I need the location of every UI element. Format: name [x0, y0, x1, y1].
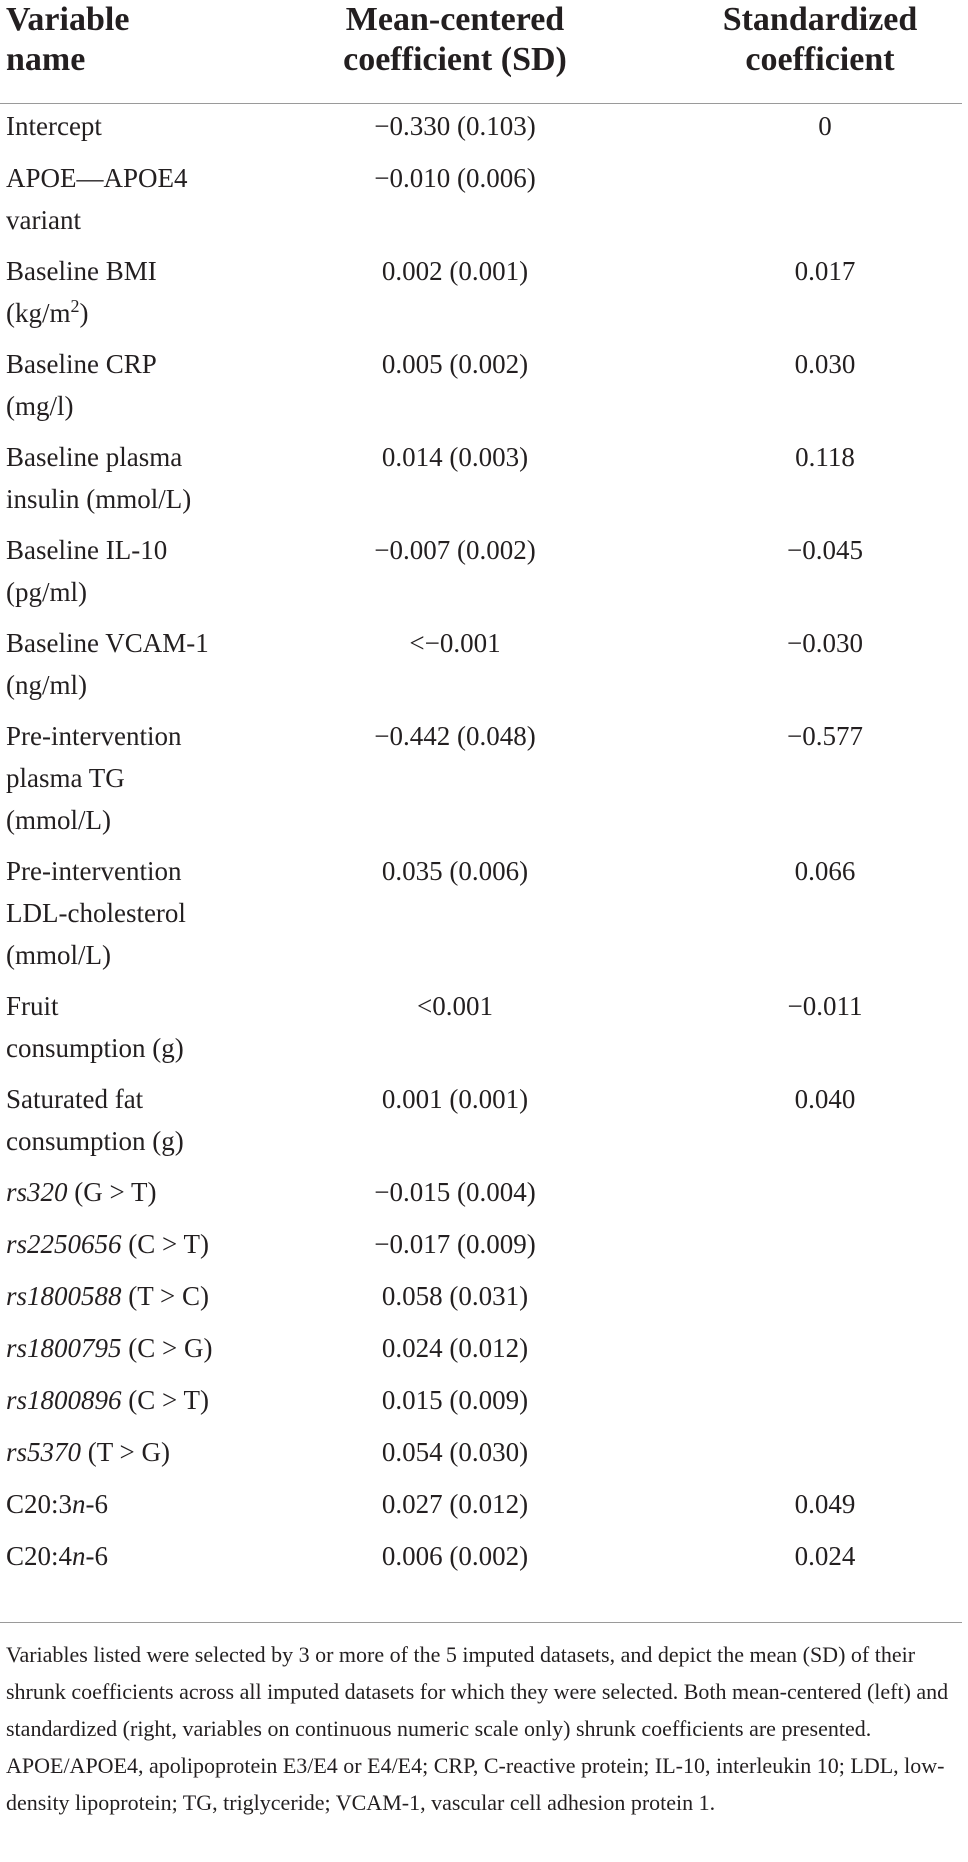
variable-name-cell: Pre-intervention plasma TG (mmol/L) — [6, 721, 182, 835]
variable-name-cell: rs5370 (T > G) — [6, 1437, 170, 1467]
mean-centered-cell: −0.330 (0.103) — [374, 111, 536, 141]
variable-name-cell: rs1800588 (T > C) — [6, 1281, 209, 1311]
mean-centered-cell: −0.007 (0.002) — [374, 535, 536, 565]
header-mean-centered: Mean-centered coefficient (SD) — [343, 1, 567, 78]
mean-centered-cell: −0.015 (0.004) — [374, 1177, 536, 1207]
variable-name-cell: Fruit consumption (g) — [6, 991, 184, 1063]
variable-name-cell: rs1800795 (C > G) — [6, 1333, 213, 1363]
standardized-cell: −0.030 — [787, 628, 863, 658]
variable-name-cell: rs2250656 (C > T) — [6, 1229, 209, 1259]
standardized-cell: 0.049 — [794, 1489, 856, 1519]
header-variable-name: Variable name — [6, 1, 130, 78]
mean-centered-cell: 0.035 (0.006) — [381, 856, 529, 886]
standardized-cell: 0.017 — [794, 256, 856, 286]
standardized-cell: 0.066 — [794, 856, 856, 886]
variable-name-cell: C20:4n-6 — [6, 1541, 109, 1571]
variable-name-cell: Intercept — [6, 111, 102, 141]
mean-centered-cell: 0.002 (0.001) — [381, 256, 529, 286]
mean-centered-cell: 0.027 (0.012) — [381, 1489, 529, 1519]
mean-centered-cell: 0.024 (0.012) — [381, 1333, 529, 1363]
mean-centered-cell: <0.001 — [417, 991, 493, 1021]
mean-centered-cell: 0.014 (0.003) — [381, 442, 529, 472]
mean-centered-cell: −0.010 (0.006) — [374, 163, 536, 193]
mean-centered-cell: −0.442 (0.048) — [374, 721, 536, 751]
mean-centered-cell: 0.006 (0.002) — [381, 1541, 529, 1571]
table-bottom-divider — [0, 1622, 962, 1623]
variable-name-cell: Pre-intervention LDL-cholesterol (mmol/L) — [6, 856, 186, 970]
standardized-cell: −0.577 — [787, 721, 863, 751]
mean-centered-cell: 0.001 (0.001) — [381, 1084, 529, 1114]
header-standardized: Standardized coefficient — [722, 1, 918, 78]
variable-name-cell: Baseline plasma insulin (mmol/L) — [6, 442, 192, 514]
standardized-cell: 0.024 — [794, 1541, 856, 1571]
table-footnote: Variables listed were selected by 3 or more of the 5 imputed datasets, and depict the mean (SD) of their shrunk coefficients across all imputed datasets for which they were selected. Both mean-centered (left) and standardized (right, variables on continuous numeric scale only) shrunk coefficients are presented. APOE/APOE4, apolipoprotein E3/E4 or E4/E4; CRP, C-reactive protein; IL-10, interleukin 10; LDL, low-density lipoprotein; TG, triglyceride; VCAM-1, vascular cell adhesion protein 1. — [6, 1642, 949, 1815]
mean-centered-cell: 0.054 (0.030) — [381, 1437, 529, 1467]
mean-centered-cell: <−0.001 — [409, 628, 501, 658]
standardized-cell: 0.040 — [794, 1084, 856, 1114]
variable-name-cell: C20:3n-6 — [6, 1489, 109, 1519]
header-divider — [0, 103, 962, 104]
variable-name-cell: Baseline IL-10 (pg/ml) — [6, 535, 168, 607]
standardized-cell: 0.030 — [794, 349, 856, 379]
standardized-cell: −0.011 — [787, 991, 863, 1021]
mean-centered-cell: 0.015 (0.009) — [381, 1385, 529, 1415]
variable-name-cell: Saturated fat consumption (g) — [6, 1084, 184, 1156]
variable-name-cell: rs320 (G > T) — [6, 1177, 157, 1207]
variable-name-cell: rs1800896 (C > T) — [6, 1385, 209, 1415]
variable-name-cell: Baseline BMI $(kg/m^2)$ — [6, 256, 157, 328]
variable-name-cell: Baseline VCAM-1 (ng/ml) — [6, 628, 209, 700]
mean-centered-cell: 0.005 (0.002) — [381, 349, 529, 379]
variable-name-cell: APOE—APOE4 variant — [6, 163, 188, 235]
standardized-cell: 0 — [818, 111, 832, 141]
mean-centered-cell: −0.017 (0.009) — [374, 1229, 536, 1259]
table-header — [0, 0, 968, 104]
variable-name-cell: Baseline CRP (mg/l) — [6, 349, 157, 421]
standardized-cell: −0.045 — [787, 535, 863, 565]
standardized-cell: 0.118 — [795, 442, 855, 472]
mean-centered-cell: 0.058 (0.031) — [381, 1281, 529, 1311]
